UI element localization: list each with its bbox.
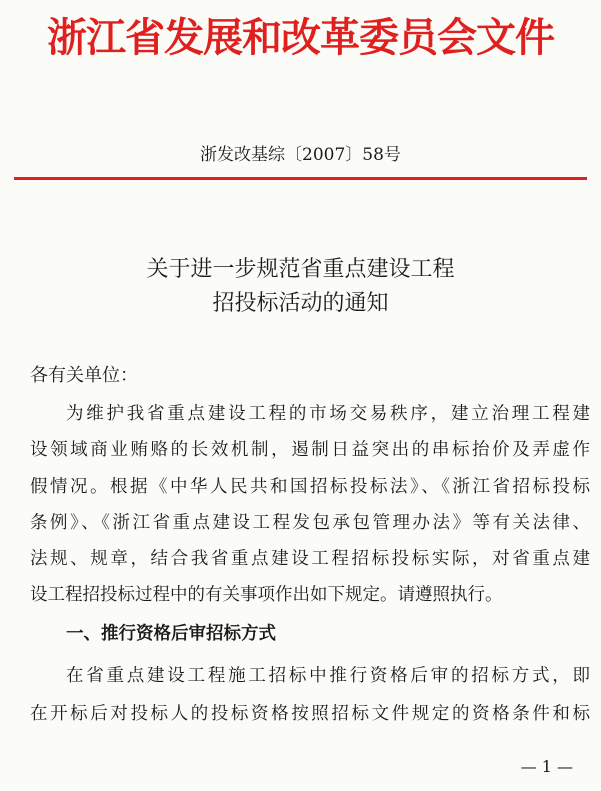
page-number (0, 756, 601, 778)
document-title-line-2: 招投标活动的通知 (212, 291, 389, 316)
issuer-header: 浙江省发展和改革委员会文件 (47, 15, 554, 61)
salutation: 各有关单位： (30, 365, 138, 386)
paragraph-1-line: 设领域商业贿赂的长效机制，遏制日益突出的串标抬价及弄虚作 (30, 440, 590, 460)
paragraph-1-line: 为维护我省重点建设工程的市场交易秩序，建立治理工程建 (66, 404, 590, 424)
red-divider-line (14, 177, 587, 180)
paragraph-1-line: 假情况。根据《中华人民共和国招标投标法》、《浙江省招标投标 (30, 477, 590, 497)
paragraph-2-line: 在省重点建设工程施工招标中推行资格后审的招标方式，即 (66, 666, 590, 686)
document-number: 浙发改基综〔2007〕58号 (200, 145, 401, 165)
paragraph-1-line: 设工程招投标过程中的有关事项作出如下规定。请遵照执行。 (30, 585, 503, 605)
document-title-line-1: 关于进一步规范省重点建设工程 (146, 257, 455, 282)
page-number-text: — 1 — (520, 757, 573, 776)
section-heading: 一、推行资格后审招标方式 (66, 624, 276, 644)
paragraph-1-line: 条例》、《浙江省重点建设工程发包承包管理办法》等有关法律、 (30, 513, 590, 533)
paragraph-1-line: 法规、规章，结合我省重点建设工程招标投标实际，对省重点建 (30, 549, 590, 569)
paragraph-2-line: 在开标后对投标人的投标资格按照招标文件规定的资格条件和标 (30, 704, 590, 724)
